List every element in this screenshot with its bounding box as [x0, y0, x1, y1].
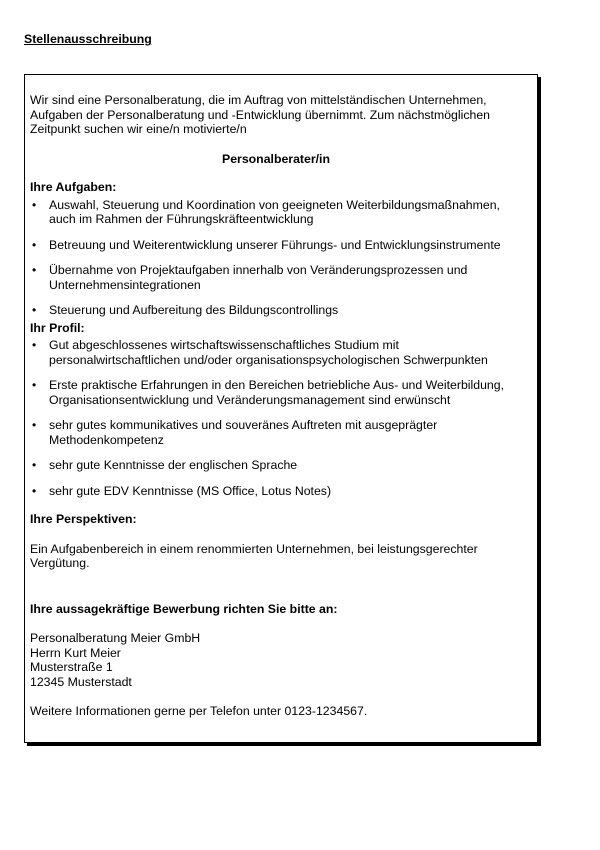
intro-text: Wir sind eine Personalberatung, die im Auftrag von mittelständischen Unternehmen, Aufgaben der Personalberatung und -Entwicklung übernimmt. Zum nächstmöglichen Zeitpunkt suchen wir eine/n motivierte/n — [30, 93, 491, 136]
bullet-icon: • — [32, 263, 37, 277]
perspectives-text: Ein Aufgabenbereich in einem renommierten Unternehmen, bei leistungsgerechter Vergütung. — [30, 541, 478, 570]
bullet-icon: • — [32, 338, 37, 352]
tasks-list — [30, 198, 522, 318]
job-ad-box — [24, 74, 538, 743]
street-address: Musterstraße 1 — [30, 660, 113, 674]
list-item — [30, 378, 522, 407]
profile-text: Erste praktische Erfahrungen in den Bereichen betriebliche Aus- und Weiterbildung, Organisationsentwicklung und Veränderungsmanagement sind erwünscht — [49, 378, 505, 407]
list-item — [30, 484, 522, 499]
profile-text: sehr gute EDV Kenntnisse (MS Office, Lotus Notes) — [49, 483, 332, 498]
bullet-icon: • — [32, 418, 37, 432]
company-name: Personalberatung Meier GmbH — [30, 631, 201, 645]
bullet-icon: • — [32, 483, 37, 498]
profile-heading: Ihr Profil: — [30, 320, 85, 335]
profile-text: sehr gutes kommunikatives und souveränes Auftreten mit ausgeprägter Methodenkompetenz — [49, 418, 438, 447]
perspectives-heading: Ihre Perspektiven: — [30, 512, 137, 526]
task-text: Übernahme von Projektaufgaben innerhalb von Veränderungsprozessen und Unternehmensintegrationen — [49, 263, 468, 292]
job-ad-content — [30, 93, 522, 719]
city-address: 12345 Musterstadt — [30, 674, 132, 689]
list-item — [30, 238, 522, 253]
bullet-icon: • — [32, 197, 37, 212]
contact-address — [30, 631, 522, 689]
application-heading: Ihre aussagekräftige Bewerbung richten Sie bitte an: — [30, 601, 338, 616]
list-item — [30, 303, 522, 318]
task-text: Auswahl, Steuerung und Koordination von geeigneten Weiterbildungsmaßnahmen, auch im Rahmen der Führungskräfteentwicklung — [49, 197, 500, 226]
task-text: Steuerung und Aufbereitung des Bildungscontrollings — [49, 303, 339, 317]
contact-person: Herrn Kurt Meier — [30, 645, 121, 660]
list-item — [30, 338, 522, 367]
tasks-heading: Ihre Aufgaben: — [30, 180, 117, 194]
phone-info: Weitere Informationen gerne per Telefon unter 0123-1234567. — [30, 704, 368, 718]
profile-text: sehr gute Kenntnisse der englischen Sprache — [49, 458, 298, 472]
list-item — [30, 263, 522, 292]
bullet-icon: • — [32, 237, 37, 252]
position-title: Personalberater/in — [222, 151, 330, 166]
bullet-icon: • — [32, 303, 37, 317]
bullet-icon: • — [32, 378, 37, 392]
list-item — [30, 198, 522, 227]
list-item — [30, 458, 522, 473]
document-title: Stellenausschreibung — [24, 32, 152, 46]
bullet-icon: • — [32, 458, 37, 472]
profile-text: Gut abgeschlossenes wirtschaftswissenschaftliches Studium mit personalwirtschaftlichen und/oder organisationspsychologischen Schwerpunkten — [49, 338, 488, 367]
profile-list — [30, 338, 522, 498]
task-text: Betreuung und Weiterentwicklung unserer Führungs- und Entwicklungsinstrumente — [49, 237, 501, 252]
list-item — [30, 418, 522, 447]
